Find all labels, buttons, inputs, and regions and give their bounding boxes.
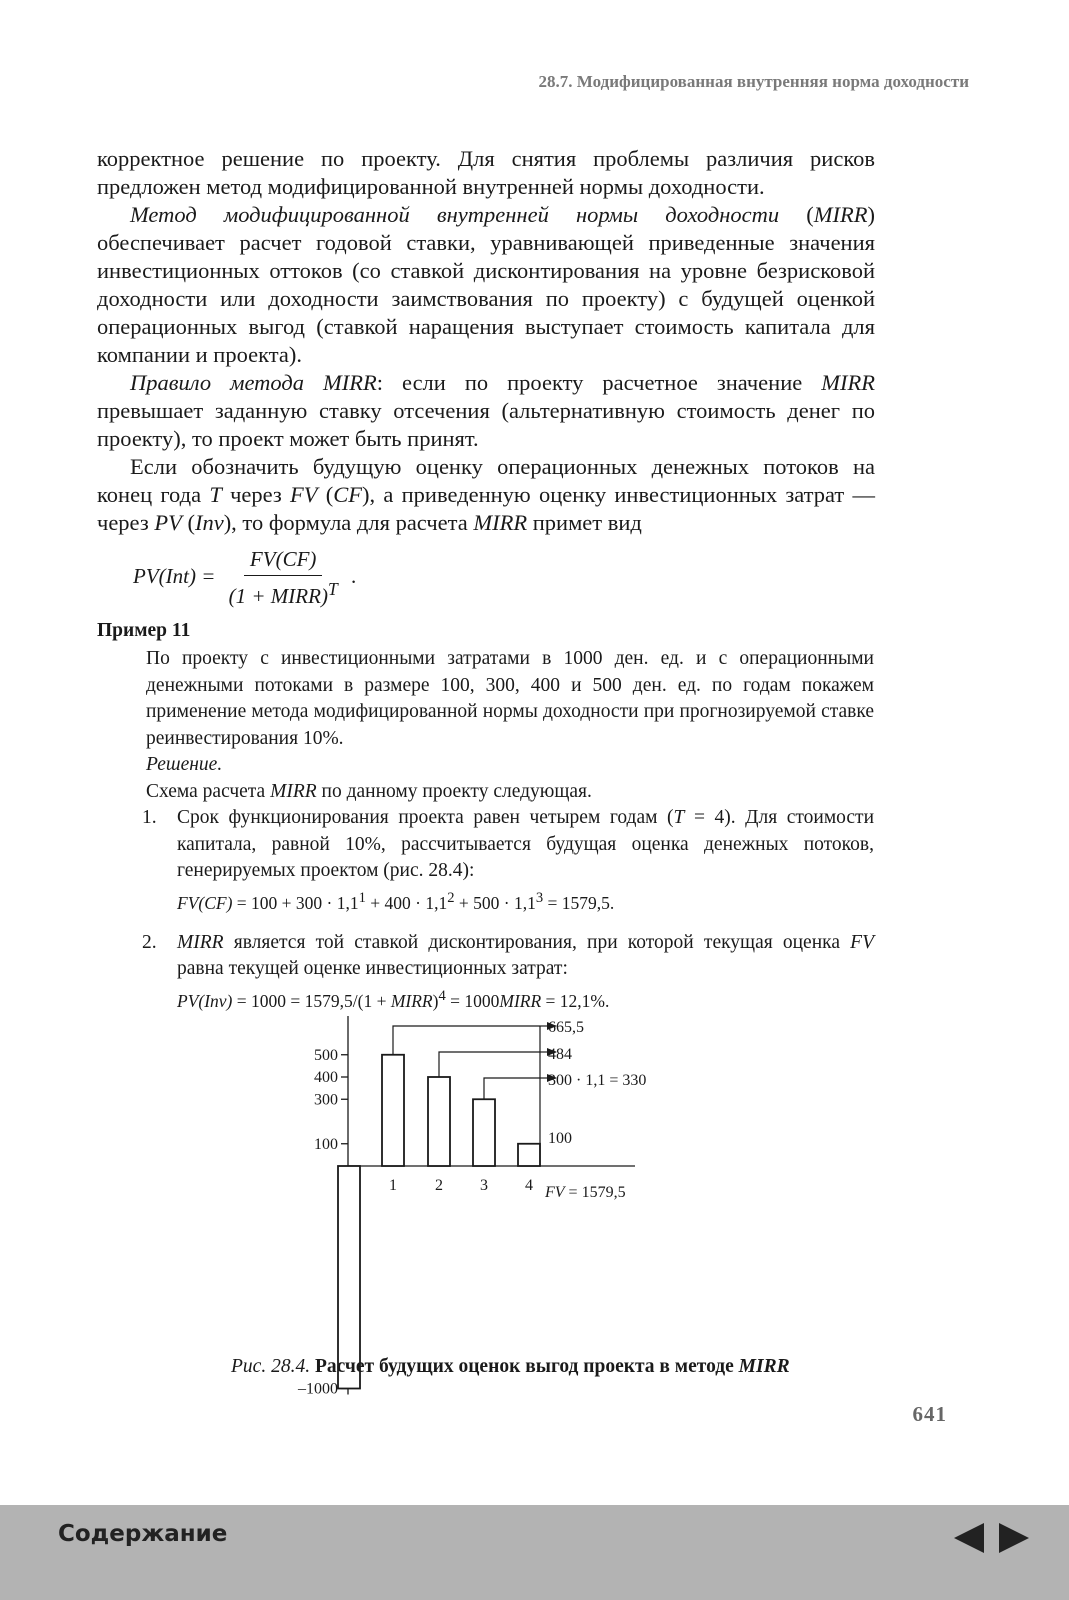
paragraph-2: Метод модифицированной внутренней нормы доходности (MIRR) обеспечивает расчет годовой ставки, уравнивающей приведенные значения инвестиционных оттоков (со ставкой дисконтирования на уровне безрисковой доходности или доходности заимствования по проекту) с будущей оценкой операционных выгод (ставкой наращения выступает стоимость капитала для компании и проекта). [97, 202, 875, 367]
formula-fraction [223, 547, 344, 609]
compounding-path [484, 1078, 540, 1099]
equation-fv: $FV(CF) = 100 + 300 \cdot 1,1^1 + 400 \cdot 1,1^2 + 500 \cdot 1,1^3 = 1579,5$. [177, 889, 615, 913]
bar [382, 1055, 404, 1166]
main-text [97, 145, 875, 537]
paragraph-3: Правило метода MIRR: если по проекту расчетное значение MIRR превышает заданную ставку отсечения (альтернативную стоимость денег по проекту), то проект может быть принят. [97, 370, 875, 451]
fv-total-label: FV = 1579,5 [545, 1184, 626, 1201]
y-tick-label: 400 [314, 1069, 338, 1086]
example-step-1: 1. Срок функционирования проекта равен четырем годам (T = 4). Для стоимости капитала, равной 10%, рассчитывается будущая оценка денежных потоков, генерируемых проектом (рис. 28.4): $FV(CF) = 100 + 300 \cdot 1,1^1 + 400 \cdot 1,1^2 + 500 \cdot 1,1^3 = 1579,5$. [146, 805, 874, 916]
x-tick-label: 4 [525, 1177, 533, 1194]
next-page-icon[interactable] [997, 1521, 1031, 1555]
compounding-path [393, 1026, 540, 1055]
paragraph-4: Если обозначить будущую оценку операционных денежных потоков на конец года T через FV (CF), а приведенную оценку инвестиционных затрат — через PV (Inv), то формула для расчета MIRR примет вид [97, 454, 876, 535]
term-mirr-method: Метод модифицированной внутренней нормы доходности [130, 202, 780, 227]
future-value-label: 484 [548, 1046, 572, 1063]
navigation-bar [0, 1505, 1069, 1600]
formula-numerator: FV(CF) [244, 547, 322, 576]
step-marker: 1. [142, 807, 157, 828]
mirr-formula: PV(Int) = $\frac{FV(CF)}{(1 + MIRR)^T}$ . [133, 547, 357, 608]
future-value-label: 665,5 [548, 1019, 584, 1036]
example-scheme: Схема расчета MIRR по данному проекту следующая. [146, 780, 592, 802]
example-intro: По проекту с инвестиционными затратами в 1000 ден. ед. и с операционными денежными потоками в размере 100, 300, 400 и 500 ден. ед. по годам покажем применение метода модифицированной нормы доходности при прогнозируемой ставке реинвестирования 10%. [146, 648, 874, 749]
bar [473, 1099, 495, 1166]
example-step-2: 2. MIRR является той ставкой дисконтирования, при которой текущая оценка FV равна текущей оценке инвестиционных затрат: PV(Inv) = 1000 = 1579,5/(1 + MIRR)$^4$ = 1000MIRR = 12,1%. [146, 930, 874, 1014]
equation-pv: PV(Inv) = 1000 = 1579,5/(1 + MIRR)$^4$ = 1000MIRR = 12,1%. [177, 987, 610, 1011]
example-solution: Решение. [146, 754, 223, 775]
x-tick-label: 3 [480, 1177, 488, 1194]
x-tick-label: 2 [435, 1177, 443, 1194]
figure-caption: Рис. 28.4. Расчет будущих оценок выгод проекта в методе MIRR [231, 1356, 790, 1377]
table-of-contents-button[interactable]: Содержание [58, 1521, 228, 1547]
formula-denominator: (1 + MIRR)$^T$ [228, 579, 338, 608]
y-tick-label: 500 [314, 1046, 338, 1064]
previous-page-icon[interactable] [952, 1521, 986, 1555]
future-value-label: 100 [548, 1130, 572, 1147]
bar [428, 1077, 450, 1166]
x-tick-label: 1 [389, 1177, 397, 1194]
caption-prefix: Рис. 28.4. [231, 1356, 311, 1377]
example-title: Пример 11 [97, 620, 191, 641]
term-mirr-rule: Правило метода MIRR [130, 370, 377, 395]
step-marker: 2. [142, 931, 157, 953]
future-value-label: 300 · 1,1 = 330 [548, 1072, 647, 1089]
page-number: 641 [912, 1402, 947, 1426]
y-tick-label: 100 [314, 1135, 338, 1153]
y-tick-label: 300 [314, 1091, 338, 1109]
compounding-path [439, 1052, 540, 1077]
paragraph-1: корректное решение по проекту. Для снятия проблемы различия рисков предложен метод модифицированной внутренней нормы доходности. [97, 146, 875, 199]
example-body [142, 646, 875, 1014]
running-head: 28.7. Модифицированная внутренняя норма доходности [538, 72, 969, 91]
bar [518, 1144, 540, 1166]
formula-lhs: PV(Int) = [133, 563, 216, 588]
y-tick-label: –1000 [298, 1380, 338, 1398]
